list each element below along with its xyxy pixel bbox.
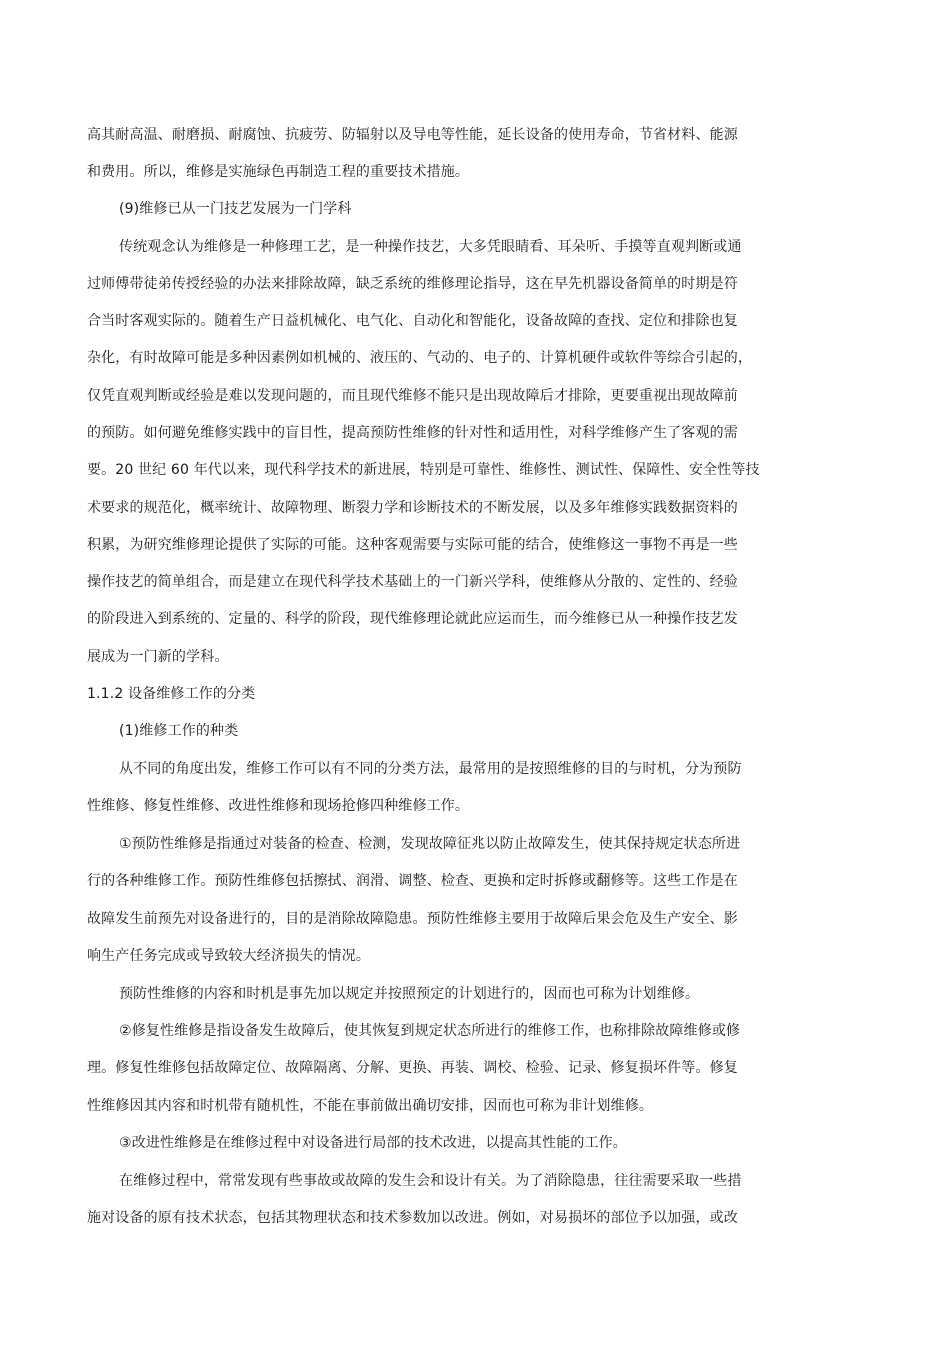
paragraph-line: 响生产任务完成或导致较大经济损失的情况。 (87, 948, 370, 964)
paragraph-line: 从不同的角度出发，维修工作可以有不同的分类方法，最常用的是按照维修的目的与时机，分为预防 (119, 761, 742, 777)
paragraph-line: 在维修过程中，常常发现有些事故或故障的发生会和设计有关。为了消除隐患，往往需要采取一些措 (119, 1173, 742, 1189)
paragraph-line: 高其耐高温、耐磨损、耐腐蚀、抗疲劳、防辐射以及导电等性能，延长设备的使用寿命，节省材料、能源 (87, 127, 738, 143)
paragraph-line: 仅凭直观判断或经验是难以发现问题的，而且现代维修不能只是出现故障后才排除，更要重视出现故障前 (87, 388, 738, 404)
paragraph-line: 性维修因其内容和时机带有随机性，不能在事前做出确切安排，因而也可称为非计划维修。 (87, 1098, 653, 1114)
subsection-heading: (1)维修工作的种类 (119, 723, 239, 739)
paragraph-line: 行的各种维修工作。预防性维修包括擦拭、润滑、调整、检查、更换和定时拆修或翻修等。这些工作是在 (87, 873, 738, 889)
section-heading: 1.1.2 设备维修工作的分类 (87, 686, 256, 702)
paragraph-line: 理。修复性维修包括故障定位、故障隔离、分解、更换、再装、调校、检验、记录、修复损坏件等。修复 (87, 1060, 738, 1076)
section-heading: (9)维修已从一门技艺发展为一门学科 (119, 201, 352, 217)
paragraph-line: 过师傅带徒弟传授经验的办法来排除故障，缺乏系统的维修理论指导，这在早先机器设备简单的时期是符 (87, 276, 738, 292)
paragraph-line: 展成为一门新的学科。 (87, 649, 229, 665)
paragraph-line: 和费用。所以，维修是实施绿色再制造工程的重要技术措施。 (87, 164, 470, 180)
paragraph-line: 的阶段进入到系统的、定量的、科学的阶段，现代维修理论就此应运而生，而今维修已从一种操作技艺发 (87, 611, 738, 627)
paragraph-line: 的预防。如何避免维修实践中的盲目性，提高预防性维修的针对性和适用性，对科学维修产生了客观的需 (87, 425, 738, 441)
paragraph-line: 故障发生前预先对设备进行的，目的是消除故障隐患。预防性维修主要用于故障后果会危及生产安全、影 (87, 911, 738, 927)
paragraph-line: ②修复性维修是指设备发生故障后，使其恢复到规定状态所进行的维修工作，也称排除故障维修或修 (119, 1023, 741, 1039)
paragraph-line: ①预防性维修是指通过对装备的检查、检测，发现故障征兆以防止故障发生，使其保持规定状态所进 (119, 836, 741, 852)
paragraph-line: 传统观念认为维修是一种修理工艺，是一种操作技艺，大多凭眼睛看、耳朵听、手摸等直观判断或通 (119, 239, 742, 255)
paragraph-line: 要。20 世纪 60 年代以来，现代科学技术的新进展，特别是可靠性、维修性、测试性、保障性、安全性等技 (87, 462, 760, 478)
paragraph-line: 合当时客观实际的。随着生产日益机械化、电气化、自动化和智能化，设备故障的查找、定位和排除也复 (87, 313, 738, 329)
paragraph-line: 积累，为研究维修理论提供了实际的可能。这种客观需要与实际可能的结合，使维修这一事物不再是一些 (87, 537, 738, 553)
paragraph-line: 术要求的规范化，概率统计、故障物理、断裂力学和诊断技术的不断发展，以及多年维修实践数据资料的 (87, 500, 738, 516)
paragraph-line: 施对设备的原有技术状态，包括其物理状态和技术参数加以改进。例如，对易损坏的部位予以加强，或改 (87, 1210, 738, 1226)
paragraph-line: 杂化，有时故障可能是多种因素例如机械的、液压的、气动的、电子的、计算机硬件或软件等综合引起的， (87, 350, 753, 366)
paragraph-line: 预防性维修的内容和时机是事先加以规定并按照预定的计划进行的，因而也可称为计划维修。 (119, 986, 700, 1002)
paragraph-line: 性维修、修复性维修、改进性维修和现场抢修四种维修工作。 (87, 798, 470, 814)
paragraph-line: ③改进性维修是在维修过程中对设备进行局部的技术改进，以提高其性能的工作。 (119, 1135, 627, 1151)
paragraph-line: 操作技艺的简单组合，而是建立在现代科学技术基础上的一门新兴学科，使维修从分散的、定性的、经验 (87, 574, 738, 590)
